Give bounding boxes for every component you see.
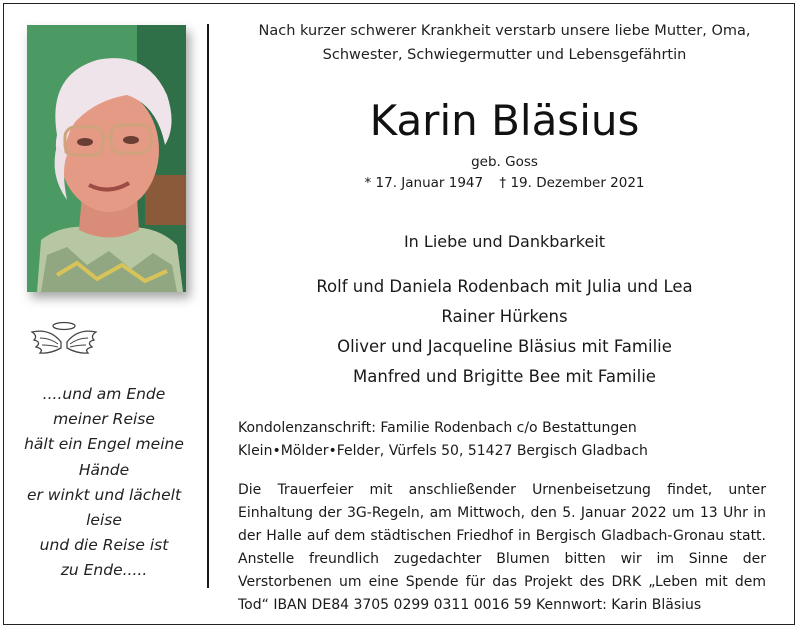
funeral-details: Die Trauerfeier mit anschließender Urnenbeisetzung findet, unter Einhaltung der 3G-Regeln, am Mittwoch, den 5. Januar 2022 um 13 Uhr in der Halle auf dem städtischen Friedhof in Bergisch Gladbach-Gronau statt. Anstelle freundlich zugedachter Blumen bitten wir im Sinne der Verstorbenen um eine Spende für das Projekt des DRK „Leben mit dem Tod“ IBAN DE84 3705 0299 0311 0016 59 Kennwort: Karin Bläsius [238, 482, 766, 613]
birth-date: * 17. Januar 1947 [364, 175, 484, 191]
mourner: Manfred und Brigitte Bee mit Familie [353, 367, 656, 386]
mourner: Oliver und Jacqueline Bläsius mit Familie [337, 337, 672, 356]
mourner: Rainer Hürkens [441, 307, 568, 326]
death-date: † 19. Dezember 2021 [499, 175, 645, 191]
deceased-name: Karin Bläsius [369, 96, 640, 145]
poem-line: und die Reise ist [39, 536, 169, 555]
poem-line: ....und am Ende [42, 385, 166, 403]
angel-wings-halo-icon [28, 320, 100, 362]
poem-line: meiner Reise [53, 410, 155, 429]
address-line: Klein•Mölder•Felder, Vürfels 50, 51427 Bergisch Gladbach [238, 443, 648, 459]
portrait-photo [27, 25, 186, 292]
poem-line: zu Ende..... [60, 561, 148, 580]
life-dates [222, 173, 787, 193]
address-line: Kondolenzanschrift: Familie Rodenbach c/o Bestattungen [238, 420, 637, 436]
mourner: Rolf und Daniela Rodenbach mit Julia und Lea [316, 277, 693, 296]
poem-line: Hände [78, 460, 130, 479]
birth-name: geb. Goss [471, 154, 538, 170]
vertical-divider [207, 24, 209, 588]
intro-text: Nach kurzer schwerer Krankheit verstarb unsere liebe Mutter, Oma, Schwester, Schwiegermutter und Lebensgefährtin [258, 23, 751, 63]
poem [14, 382, 194, 584]
poem-line: er winkt und lächelt [26, 485, 182, 504]
poem-line: hält ein Engel meine [24, 435, 184, 454]
mourners-list [222, 272, 787, 392]
condolence-address [238, 417, 778, 463]
poem-line: leise [86, 511, 122, 530]
dedication: In Liebe und Dankbarkeit [403, 232, 606, 251]
